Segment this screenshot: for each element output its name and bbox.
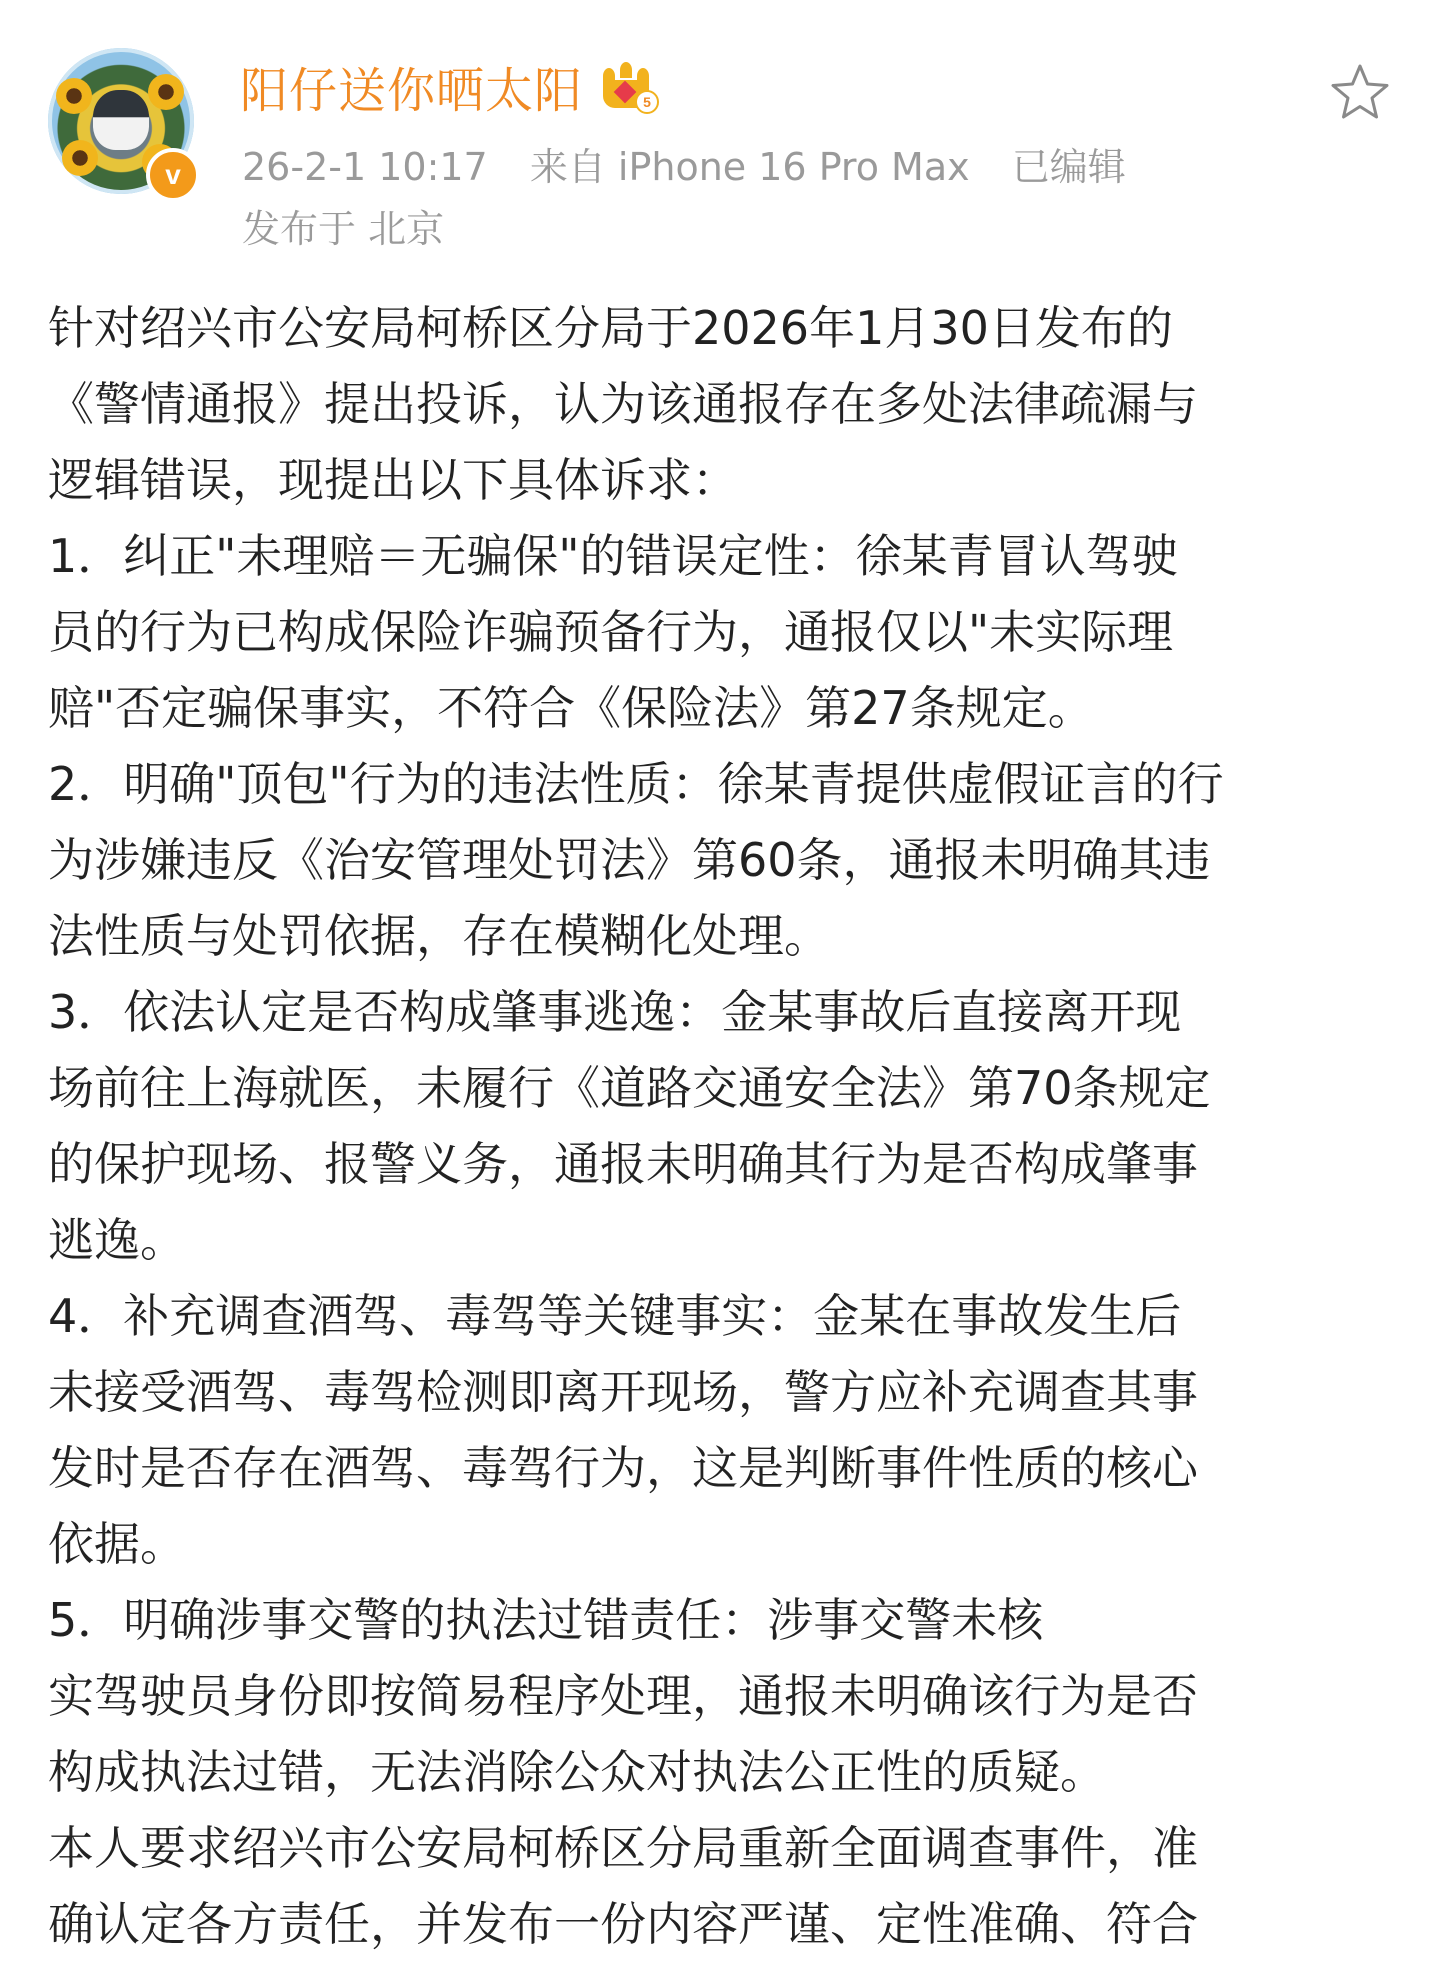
- member-level-badge: 5: [635, 90, 659, 114]
- content-line: 逻辑错误，现提出以下具体诉求：: [48, 453, 738, 507]
- content-line: 3．依法认定是否构成肇事逃逸：金某事故后直接离开现: [48, 985, 1182, 1039]
- content-line: 针对绍兴市公安局柯桥区分局于2026年1月30日发布的: [48, 301, 1173, 355]
- post-content: [48, 290, 1388, 1962]
- post-source: 来自 iPhone 16 Pro Max: [529, 145, 970, 189]
- content-line: 确认定各方责任，并发布一份内容严谨、定性准确、符合: [48, 1897, 1198, 1951]
- content-line: 法性质与处罚依据，存在模糊化处理。: [48, 909, 830, 963]
- member-crown-icon[interactable]: [599, 60, 653, 114]
- post-meta: [242, 136, 1156, 191]
- content-line: 4．补充调查酒驾、毒驾等关键事实：金某在事故发生后: [48, 1289, 1182, 1343]
- post-location: 发布于 北京: [242, 207, 445, 251]
- content-line: 2．明确"顶包"行为的违法性质：徐某青提供虚假证言的行: [48, 757, 1224, 811]
- sunflower-decoration: [148, 74, 184, 110]
- verified-badge-icon: v: [146, 148, 200, 202]
- author-name[interactable]: 阳仔送你晒太阳: [240, 63, 584, 119]
- content-line: 《警情通报》提出投诉，认为该通报存在多处法律疏漏与: [48, 377, 1198, 431]
- content-line: 为涉嫌违反《治安管理处罚法》第60条，通报未明确其违: [48, 833, 1211, 887]
- content-line: 未接受酒驾、毒驾检测即离开现场，警方应补充调查其事: [48, 1365, 1198, 1419]
- content-line: 的保护现场、报警义务，通报未明确其行为是否构成肇事: [48, 1137, 1198, 1191]
- author-row: [240, 52, 653, 121]
- sunflower-decoration: [56, 78, 92, 114]
- content-line: 构成执法过错，无法消除公众对执法公正性的质疑。: [48, 1745, 1106, 1799]
- content-line: 依据。: [48, 1517, 186, 1571]
- edited-label[interactable]: 已编辑: [1011, 145, 1126, 189]
- content-line: 5．明确涉事交警的执法过错责任：涉事交警未核: [48, 1593, 1044, 1647]
- content-line: 赔"否定骗保事实，不符合《保险法》第27条规定。: [48, 681, 1094, 735]
- content-line: 本人要求绍兴市公安局柯桥区分局重新全面调查事件，准: [48, 1821, 1198, 1875]
- content-line: 发时是否存在酒驾、毒驾行为，这是判断事件性质的核心: [48, 1441, 1198, 1495]
- husky-icon: [93, 90, 149, 150]
- sunflower-decoration: [62, 140, 98, 176]
- post-time: 26-2-1 10:17: [242, 145, 488, 189]
- favorite-star-icon[interactable]: [1330, 62, 1390, 122]
- content-line: 实驾驶员身份即按简易程序处理，通报未明确该行为是否: [48, 1669, 1198, 1723]
- content-line: 场前往上海就医，未履行《道路交通安全法》第70条规定: [48, 1061, 1211, 1115]
- content-line: 1．纠正"未理赔＝无骗保"的错误定性：徐某青冒认驾驶: [48, 529, 1178, 583]
- content-line: 员的行为已构成保险诈骗预备行为，通报仅以"未实际理: [48, 605, 1174, 659]
- content-line: 逃逸。: [48, 1213, 186, 1267]
